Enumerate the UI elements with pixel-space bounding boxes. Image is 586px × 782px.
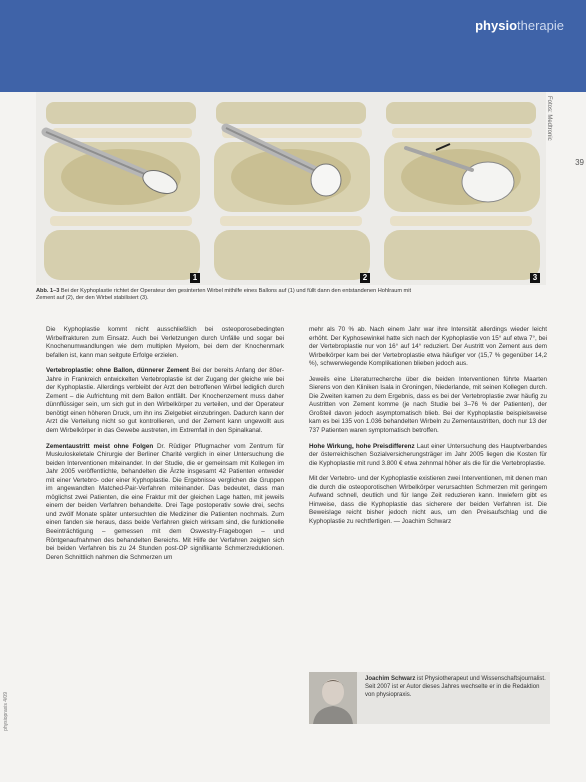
paragraph: Die Kyphoplastie kommt nicht ausschließlich bei osteoporosebedingten Wirbelfrakturen zum Einsatz. Auch bei Verletzungen durch Unfälle und sogar bei Knochenumwandlungen wie dem multiplen Myelom, bei dem der Knochenmark befallen ist, kann man seitgute Erfolge erzielen. [46,326,284,359]
figure-caption: Abb. 1–3 Bei der Kyphoplastie richtet der Operateur den gesinterten Wirbel mithilfe eines Ballons auf (1) und füllt dann den entstandenen Hohlraum mit Zement auf (2), der den Wirbel stabilisiert (3). [36,288,411,302]
figure-2 [206,92,376,285]
figure-number-badge: 3 [530,273,540,283]
page-number: 39 [575,158,584,167]
photo-credit: Fotos: Medtronic [546,96,552,141]
figure-strip [36,92,546,285]
paragraph: Hohe Wirkung, hohe Preisdifferenz Laut einer Untersuchung des Hauptverbandes der österreichischen Sozialversicherungsträger im Jahr 2005 liegen die Kosten für die Kyphoplastie mit rund 3.800 € etwa zehnmal höher als die für die Vertebroplastie. [309,442,547,467]
section-heading: Hohe Wirkung, hohe Preisdifferenz [309,442,415,450]
author-bio: Joachim Schwarz ist Physiotherapeut und Wissenschaftsjournalist. Seit 2007 ist er Autor dieses Jahres wechselte er in die Redaktion von physiopraxis. [365,676,546,698]
paragraph: mehr als 70 % ab. Nach einem Jahr war ihre Intensität allerdings wieder leicht erhöht. Der Kyphosewinkel hatte sich nach der Kyphoplastie von 15° auf etwa 7°, bei der Vertebroplastie nur von 16° auf 14° reduziert. Der Austritt von Zement aus dem Wirbelkörper kam bei der Vertebroplastie etwa häufiger vor (15,7 % gegenüber 14,2 %), schwerwiegende Komplikationen blieben jedoch aus. [309,326,547,368]
author-name: Joachim Schwarz [365,676,416,682]
figure-number-badge: 1 [190,273,200,283]
paragraph: Vertebroplastie: ohne Ballon, dünnerer Zement Bei der bereits Anfang der 80er-Jahre in Frankreich entwickelten Vertebroplastie ist der Zugang der gleiche wie bei der Kyphoplastie. Allerdings verbleibt der Arzt den betroffenen Wirbel lediglich durch Zement – die Aufrichtung mit dem Ballon entfällt. Der Knochenzement muss daher dünnflüssiger sein, um sich gut in den Wirbelkörper zu verteilen, und der Operateur benötigt einen höheren Druck, um ihn ins Zielgebiet einzubringen. Dadurch kann der Arzt die Verteilung nicht so gut kontrollieren, und der Zement kann ungewollt aus dem Wirbelkörper in das Gewebe austreten, im Extremfall in den Spinalkanal. [46,367,284,435]
author-box [309,672,550,724]
figure-3 [376,92,546,285]
section-heading: Vertebroplastie: ohne Ballon, dünnerer Zement [46,367,189,375]
vertebra-cavity-illustration-icon [206,92,376,285]
vertebra-cement-illustration-icon [376,92,546,285]
issue-code: physiopraxis 4/09 [3,692,9,731]
figure-1 [36,92,206,285]
header-band [0,0,586,92]
paragraph: Zementaustritt meist ohne Folgen Dr. Rüdiger Pflugmacher vom Zentrum für Muskuloskeletale Chirurgie der Berliner Charité verglich in einer Untersuchung die beiden Interventionen miteinander. In der Studie, die er gemeinsam mit Kollegen im Jahr 2005 veröffentlichte, behandelten die Ärzte insgesamt 42 Patienten entweder mit einer Vertebro- oder einer Kyphoplastie. Die Ergebnisse verglichen die Gruppen im angewandten Matched-Pair-Verfahren miteinander. Das bedeutet, dass man möglichst zwei Patienten, die eine Fraktur mit der gleichen Lage hatten, mit jeweils einem der beiden Verfahren behandelte. Drei Tage postoperativ sowie drei, sechs und zwölf Monate später untersuchten die Mediziner die Patienten nochmals. Zum einen fanden sie heraus, dass beide Verfahren gleich wirksam sind, die funktionelle Beeinträchtigung – gemessen mit dem Oswestry-Fragebogen – und Röntgenaufnahmen des behandelten Bereichs. Mit Hilfe der Verfahren zeigten sich bei beiden Verfahren bis zu 24 Stunden post-OP signifikante Schmerzreduktionen. Deren Schnittlich nahmen die Schmerzen um [46,442,284,561]
vertebra-balloon-illustration-icon [36,92,206,285]
right-column [309,326,547,533]
section-heading: Zementaustritt meist ohne Folgen [46,442,154,450]
brand-logo: physiotherapie [475,18,564,33]
figure-number-badge: 2 [360,273,370,283]
paragraph: Mit der Vertebro- und der Kyphoplastie existieren zwei Interventionen, mit denen man die durch die osteoporotischen Wirbelkörper verursachten Schmerzen mit geringem Aufwand schnell, deutlich und für lange Zeit reduzieren kann. Inwiefern gibt es Hinweise, dass die Kyphoplastie das sicherere der beiden Verfahren ist. Die Beweislage reicht bisher jedoch nicht aus, um den Preisaufschlag und die Kyphoplastie zu rechtfertigen. — Joachim Schwarz [309,475,547,525]
paragraph: Jeweils eine Literaturrecherche über die beiden Interventionen führte Maarten Sierens von den Kliniken Isala in Groningen, Niederlande, mit seinen Kollegen durch. Die Zweiten kamen zu dem Ergebnis, dass es bei der Vertebroplastie zwar häufig zu Austritten von Zement komme (je nach Studie bei 3–76 % der Patienten), der Großteil davon jedoch asymptomatisch blieb. Bei der Kyphoplastie beispielsweise kam es bei 135 von 1.036 behandelten Wirbeln zu Zementaustritten, doch nur 13 der 737 Patienten waren symptomatisch betroffen. [309,375,547,435]
author-portrait-icon [309,672,357,724]
left-column [46,326,284,569]
